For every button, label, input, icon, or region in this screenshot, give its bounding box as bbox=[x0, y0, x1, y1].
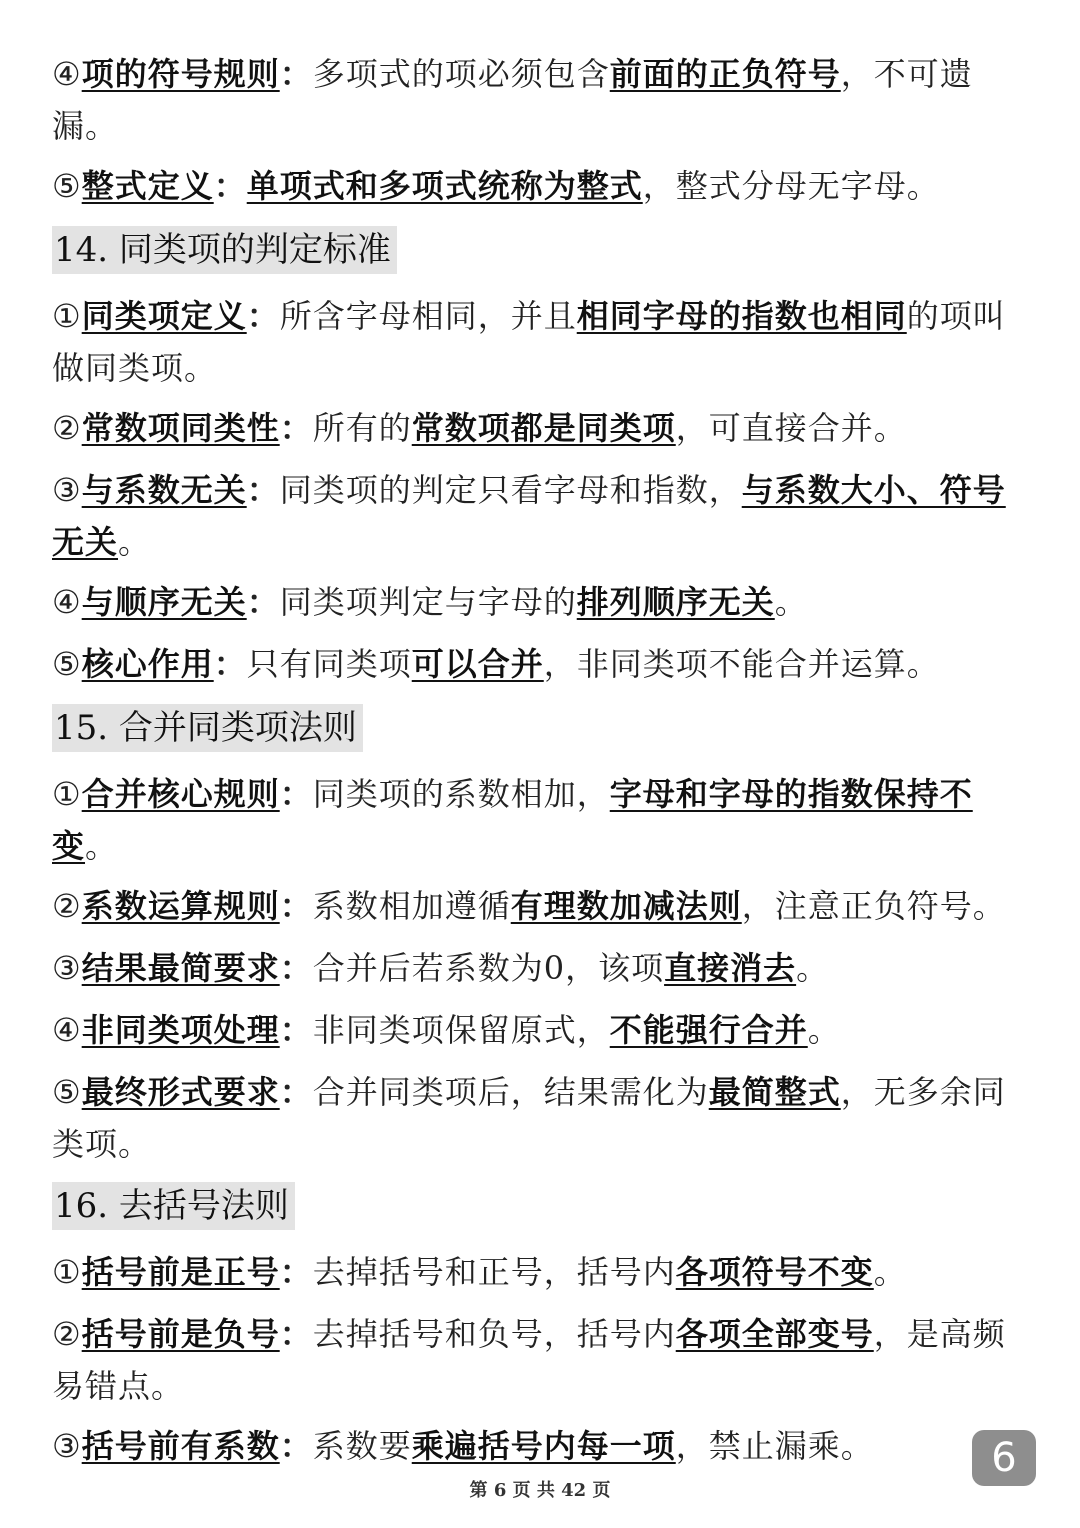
item-text-tail: 。 bbox=[873, 1253, 907, 1291]
colon: ： bbox=[279, 1253, 313, 1291]
colon: ： bbox=[279, 55, 313, 93]
item-text: 同类项的系数相加， bbox=[312, 775, 610, 813]
section-heading-14: 14. 同类项的判定标准 bbox=[52, 226, 397, 274]
item-label: 同类项定义 bbox=[81, 297, 247, 335]
item-key-phrase: 前面的正负符号 bbox=[609, 55, 841, 93]
page-number-badge: 6 bbox=[972, 1430, 1036, 1486]
s16-item-1 bbox=[52, 1246, 1032, 1298]
item-text: 去掉括号和正号，括号内 bbox=[312, 1253, 676, 1291]
item-label: 括号前是负号 bbox=[81, 1315, 280, 1353]
item-number: ④ bbox=[52, 1011, 82, 1049]
item-number: ② bbox=[52, 409, 82, 447]
item-label: 合并核心规则 bbox=[81, 775, 280, 813]
item-label: 核心作用 bbox=[81, 645, 214, 683]
item-text: 系数相加遵循 bbox=[312, 887, 511, 925]
s14-item-4 bbox=[52, 576, 1032, 628]
section-heading-15: 15. 合并同类项法则 bbox=[52, 704, 363, 752]
item-text-tail: ，注意正负符号。 bbox=[741, 887, 1006, 925]
item-text-tail: 。 bbox=[118, 523, 152, 561]
s16-item-3 bbox=[52, 1420, 952, 1472]
item-key-phrase: 与系数大小、符号无关 bbox=[52, 471, 1006, 561]
item-text-tail: ，无多余同类项。 bbox=[52, 1073, 1006, 1163]
s14-item-1 bbox=[52, 290, 1032, 394]
s14-item-5 bbox=[52, 638, 1032, 690]
item-label: 括号前有系数 bbox=[81, 1427, 280, 1465]
colon: ： bbox=[279, 949, 313, 987]
item-key-phrase: 排列顺序无关 bbox=[576, 583, 775, 621]
item-label: 非同类项处理 bbox=[81, 1011, 280, 1049]
item-key-phrase: 相同字母的指数也相同 bbox=[576, 297, 907, 335]
item-text-tail: ，禁止漏乘。 bbox=[675, 1427, 874, 1465]
item-key-phrase: 单项式和多项式统称为整式 bbox=[246, 167, 643, 205]
colon: ： bbox=[246, 471, 280, 509]
item-text: 去掉括号和负号，括号内 bbox=[312, 1315, 676, 1353]
s13-item-5 bbox=[52, 160, 1032, 212]
item-text-tail: ，是高频易错点。 bbox=[52, 1315, 1006, 1405]
item-key-phrase: 各项符号不变 bbox=[675, 1253, 874, 1291]
s14-item-3 bbox=[52, 464, 1032, 568]
item-number: ③ bbox=[52, 471, 82, 509]
item-key-phrase: 乘遍括号内每一项 bbox=[411, 1427, 676, 1465]
colon: ： bbox=[279, 409, 313, 447]
item-text-tail: 。 bbox=[85, 827, 119, 865]
item-text-tail: 。 bbox=[774, 583, 808, 621]
item-key-phrase: 最简整式 bbox=[708, 1073, 841, 1111]
colon: ： bbox=[213, 167, 247, 205]
item-text-tail: 。 bbox=[796, 949, 830, 987]
item-label: 最终形式要求 bbox=[81, 1073, 280, 1111]
s14-item-2 bbox=[52, 402, 1032, 454]
colon: ： bbox=[246, 297, 280, 335]
item-label: 结果最简要求 bbox=[81, 949, 280, 987]
item-number: ④ bbox=[52, 583, 82, 621]
s15-item-3 bbox=[52, 942, 1032, 994]
colon: ： bbox=[246, 583, 280, 621]
item-text-tail: 。 bbox=[807, 1011, 841, 1049]
item-number: ③ bbox=[52, 1427, 82, 1465]
item-text-tail: ，非同类项不能合并运算。 bbox=[543, 645, 940, 683]
s15-item-2 bbox=[52, 880, 1032, 932]
item-key-phrase: 字母和字母的指数保持不变 bbox=[52, 775, 973, 865]
item-key-phrase: 可以合并 bbox=[411, 645, 544, 683]
colon: ： bbox=[279, 1073, 313, 1111]
item-text-tail: ，整式分母无字母。 bbox=[642, 167, 940, 205]
colon: ： bbox=[213, 645, 247, 683]
s15-item-1 bbox=[52, 768, 1032, 872]
item-text-tail: ，可直接合并。 bbox=[675, 409, 907, 447]
item-number: ④ bbox=[52, 55, 82, 93]
item-text: 合并同类项后，结果需化为 bbox=[312, 1073, 709, 1111]
item-label: 项的符号规则 bbox=[81, 55, 280, 93]
colon: ： bbox=[279, 775, 313, 813]
item-text: 所有的 bbox=[312, 409, 412, 447]
section-heading-16: 16. 去括号法则 bbox=[52, 1182, 295, 1230]
item-text: 所含字母相同，并且 bbox=[279, 297, 577, 335]
item-key-phrase: 有理数加减法则 bbox=[510, 887, 742, 925]
item-text: 合并后若系数为0，该项 bbox=[312, 949, 665, 987]
item-key-phrase: 常数项都是同类项 bbox=[411, 409, 676, 447]
item-text: 多项式的项必须包含 bbox=[312, 55, 610, 93]
item-label: 与系数无关 bbox=[81, 471, 247, 509]
page-footer: 第 6 页 共 42 页 bbox=[469, 1480, 611, 1501]
s13-item-4 bbox=[52, 48, 1032, 152]
s16-item-2 bbox=[52, 1308, 1032, 1412]
item-number: ① bbox=[52, 297, 82, 335]
item-key-phrase: 直接消去 bbox=[664, 949, 797, 987]
colon: ： bbox=[279, 887, 313, 925]
item-key-phrase: 不能强行合并 bbox=[609, 1011, 808, 1049]
item-number: ① bbox=[52, 775, 82, 813]
item-number: ② bbox=[52, 1315, 82, 1353]
item-number: ⑤ bbox=[52, 645, 82, 683]
item-number: ③ bbox=[52, 949, 82, 987]
item-key-phrase: 各项全部变号 bbox=[675, 1315, 874, 1353]
item-text: 同类项的判定只看字母和指数， bbox=[279, 471, 742, 509]
item-number: ② bbox=[52, 887, 82, 925]
item-number: ⑤ bbox=[52, 1073, 82, 1111]
item-label: 常数项同类性 bbox=[81, 409, 280, 447]
item-text: 同类项判定与字母的 bbox=[279, 583, 577, 621]
item-number: ① bbox=[52, 1253, 82, 1291]
s15-item-4 bbox=[52, 1004, 1032, 1056]
item-label: 与顺序无关 bbox=[81, 583, 247, 621]
colon: ： bbox=[279, 1427, 313, 1465]
item-text-tail: 的项叫做同类项。 bbox=[52, 297, 1006, 387]
item-label: 括号前是正号 bbox=[81, 1253, 280, 1291]
item-label: 系数运算规则 bbox=[81, 887, 280, 925]
item-label: 整式定义 bbox=[81, 167, 214, 205]
colon: ： bbox=[279, 1315, 313, 1353]
colon: ： bbox=[279, 1011, 313, 1049]
item-text: 只有同类项 bbox=[246, 645, 412, 683]
item-text-tail: ，不可遗漏。 bbox=[52, 55, 973, 145]
s15-item-5 bbox=[52, 1066, 1032, 1170]
item-text: 系数要 bbox=[312, 1427, 412, 1465]
item-text: 非同类项保留原式， bbox=[312, 1011, 610, 1049]
item-number: ⑤ bbox=[52, 167, 82, 205]
